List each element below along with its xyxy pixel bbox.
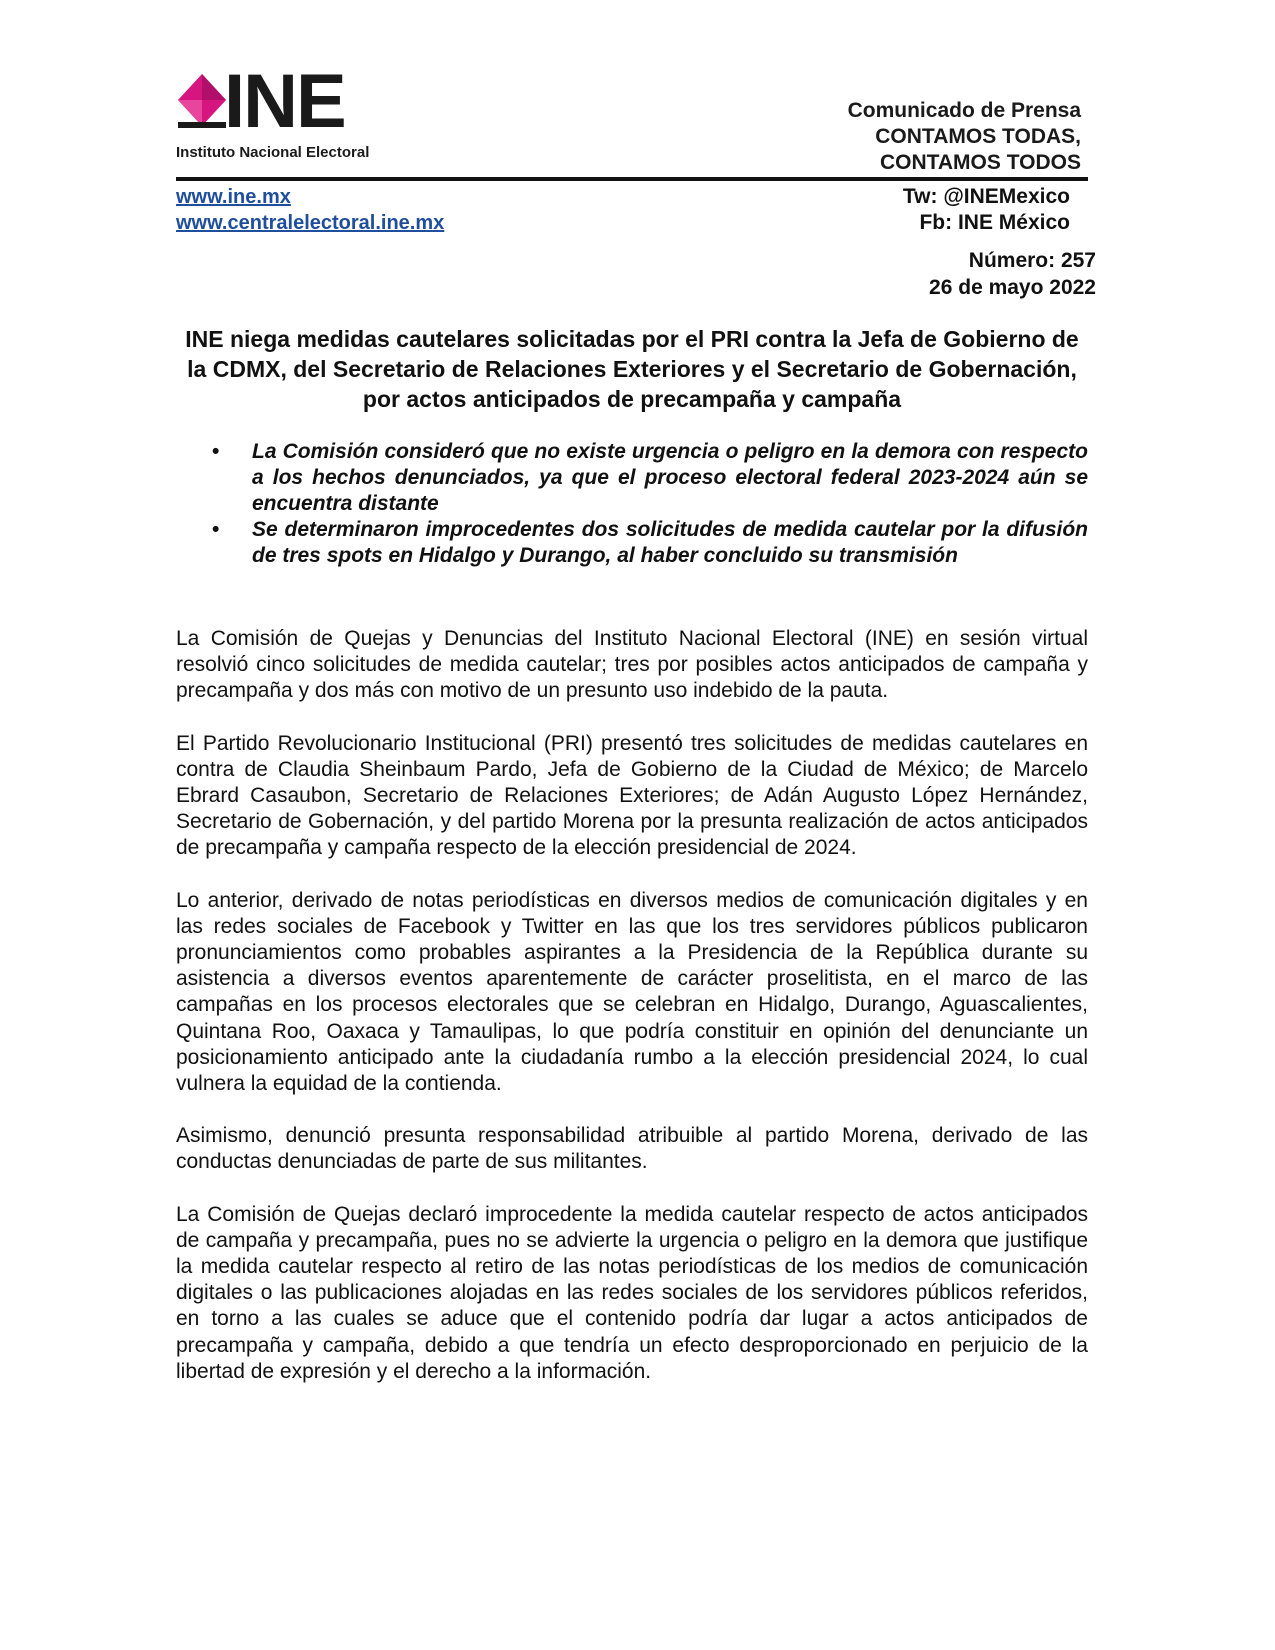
bullet-item xyxy=(176,439,1088,517)
ine-logo xyxy=(176,59,416,164)
twitter-handle: Tw: @INEMexico xyxy=(902,185,1070,208)
logo-wordmark: INE xyxy=(224,59,345,144)
release-number: Número: 257 xyxy=(968,249,1096,272)
social-handles xyxy=(903,184,1070,236)
press-body xyxy=(176,626,1088,1411)
press-header xyxy=(848,98,1081,176)
slogan-line-1: CONTAMOS TODAS, xyxy=(875,125,1081,148)
body-paragraph: La Comisión de Quejas declaró improcedente la medida cautelar respecto de actos anticipados de campaña y precampaña, pues no se advierte la urgencia o peligro en la demora que justifique la medida cautelar respecto al retiro de las notas periodísticas de los medios de comunicación digitales o las publicaciones alojadas en las redes sociales de los servidores públicos referidos, en torno a las cuales se aduce que el contenido podría dar lugar a actos anticipados de precampaña y campaña, debido a que tendría un efecto desproporcionado en perjuicio de la libertad de expresión y el derecho a la información. xyxy=(176,1202,1088,1383)
body-paragraph: El Partido Revolucionario Institucional (PRI) presentó tres solicitudes de medidas cautelares en contra de Claudia Sheinbaum Pardo, Jefa de Gobierno de la Ciudad de México; de Marcelo Ebrard Casaubon, Secretario de Relaciones Exteriores; de Adán Augusto López Hernández, Secretario de Gobernación, y del partido Morena por la presunta realización de actos anticipados de precampaña y campaña respecto de la elección presidencial de 2024. xyxy=(176,731,1088,860)
link-ine[interactable]: www.ine.mx xyxy=(176,186,291,208)
body-paragraph: La Comisión de Quejas y Denuncias del Instituto Nacional Electoral (INE) en sesión virtual resolvió cinco solicitudes de medida cautelar; tres por posibles actos anticipados de campaña y precampaña y dos más con motivo de un presunto uso indebido de la pauta. xyxy=(176,627,1088,703)
body-paragraph: Asimismo, denunció presunta responsabilidad atribuible al partido Morena, derivado de las conductas denunciadas de parte de sus militantes. xyxy=(176,1124,1088,1174)
bullet-dot-icon: • xyxy=(212,518,220,541)
press-label: Comunicado de Prensa xyxy=(847,99,1081,122)
bullet-text: La Comisión consideró que no existe urgencia o peligro en la demora con respecto a los hechos denunciados, ya que el proceso electoral federal 2023-2024 aún se encuentra distante xyxy=(252,440,1088,515)
ine-logo-icon xyxy=(176,72,228,132)
summary-bullets xyxy=(176,439,1088,569)
body-paragraph: Lo anterior, derivado de notas periodísticas en diversos medios de comunicación digitales y en las redes sociales de Facebook y Twitter en las que los tres servidores públicos publicaron pronunciamientos como probables aspirantes a la Presidencia de la República durante su asistencia a diversos eventos aparentemente de carácter proselitista, en el marco de las campañas en los procesos electorales que se celebran en Hidalgo, Durango, Aguascalientes, Quintana Roo, Oaxaca y Tamaulipas, lo que podría constituir en opinión del denunciante un posicionamiento anticipado ante la ciudadanía rumbo a la elección presidencial 2024, lo cual vulnera la equidad de la contienda. xyxy=(176,888,1088,1096)
header-divider xyxy=(176,177,1088,181)
bullet-item xyxy=(176,517,1088,569)
release-meta xyxy=(929,247,1096,301)
slogan-line-2: CONTAMOS TODOS xyxy=(879,151,1081,174)
release-date: 26 de mayo 2022 xyxy=(929,276,1096,299)
logo-subtitle: Instituto Nacional Electoral xyxy=(176,144,370,161)
link-central-electoral[interactable]: www.centralelectoral.ine.mx xyxy=(176,212,445,234)
press-title: INE niega medidas cautelares solicitadas por el PRI contra la Jefa de Gobierno de la CDMX, del Secretario de Relaciones Exteriores y el Secretario de Gobernación, por actos anticipados de precampaña y campaña xyxy=(185,326,1079,412)
bullet-text: Se determinaron improcedentes dos solicitudes de medida cautelar por la difusión de tres spots en Hidalgo y Durango, al haber concluido su transmisión xyxy=(252,518,1088,567)
facebook-handle: Fb: INE México xyxy=(919,211,1070,234)
bullet-dot-icon: • xyxy=(212,440,220,463)
website-links xyxy=(176,184,444,236)
